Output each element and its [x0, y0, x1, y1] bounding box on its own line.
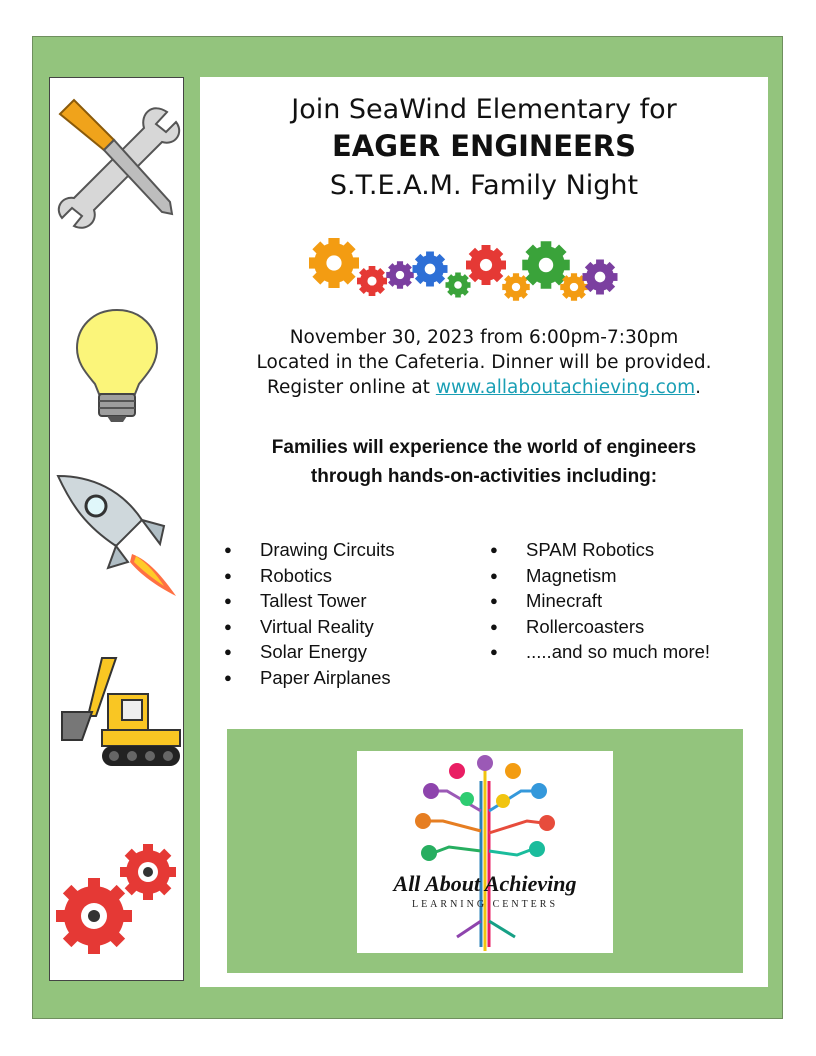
activity-item: ● Minecraft — [490, 588, 710, 614]
all-about-achieving-logo — [357, 751, 613, 953]
lightbulb-icon — [50, 304, 183, 424]
logo-section — [227, 729, 743, 973]
activities-list-right — [490, 537, 710, 665]
activity-item: ● Paper Airplanes — [224, 665, 395, 691]
gears-banner-icon — [308, 235, 658, 319]
icon-sidebar — [49, 77, 184, 981]
tools-icon — [50, 92, 183, 232]
activity-item: ● Virtual Reality — [224, 614, 395, 640]
event-details — [200, 325, 768, 400]
logo-title: All About Achieving — [393, 871, 577, 896]
activity-item: ● Solar Energy — [224, 639, 395, 665]
register-suffix: . — [695, 377, 701, 398]
logo-subtitle: LEARNING CENTERS — [411, 899, 559, 910]
lead-line-1: Families will experience the world of engineers — [271, 437, 697, 458]
activity-item: ● Tallest Tower — [224, 588, 395, 614]
activity-item: ● Rollercoasters — [490, 614, 710, 640]
excavator-icon — [50, 656, 183, 776]
activity-item: ● SPAM Robotics — [490, 537, 710, 563]
register-link[interactable]: www.allaboutachieving.com — [435, 377, 696, 398]
register-line — [200, 375, 768, 400]
activity-item: ● Magnetism — [490, 563, 710, 589]
event-title: EAGER ENGINEERS — [331, 129, 637, 163]
register-prefix: Register online at — [266, 377, 436, 398]
activity-item: ● Robotics — [224, 563, 395, 589]
activities-intro — [200, 433, 768, 491]
activities-list-left — [224, 537, 395, 691]
location-line: Located in the Cafeteria. Dinner will be provided. — [256, 352, 712, 373]
intro-line: Join SeaWind Elementary for — [291, 94, 677, 125]
rocket-icon — [50, 470, 183, 602]
gears-icon — [50, 838, 183, 968]
activity-item: ● Drawing Circuits — [224, 537, 395, 563]
lead-line-2: through hands-on-activities including: — [310, 466, 658, 487]
event-subtitle: S.T.E.A.M. Family Night — [329, 170, 639, 201]
activity-item: ● .....and so much more! — [490, 639, 710, 665]
date-line: November 30, 2023 from 6:00pm-7:30pm — [289, 327, 679, 348]
